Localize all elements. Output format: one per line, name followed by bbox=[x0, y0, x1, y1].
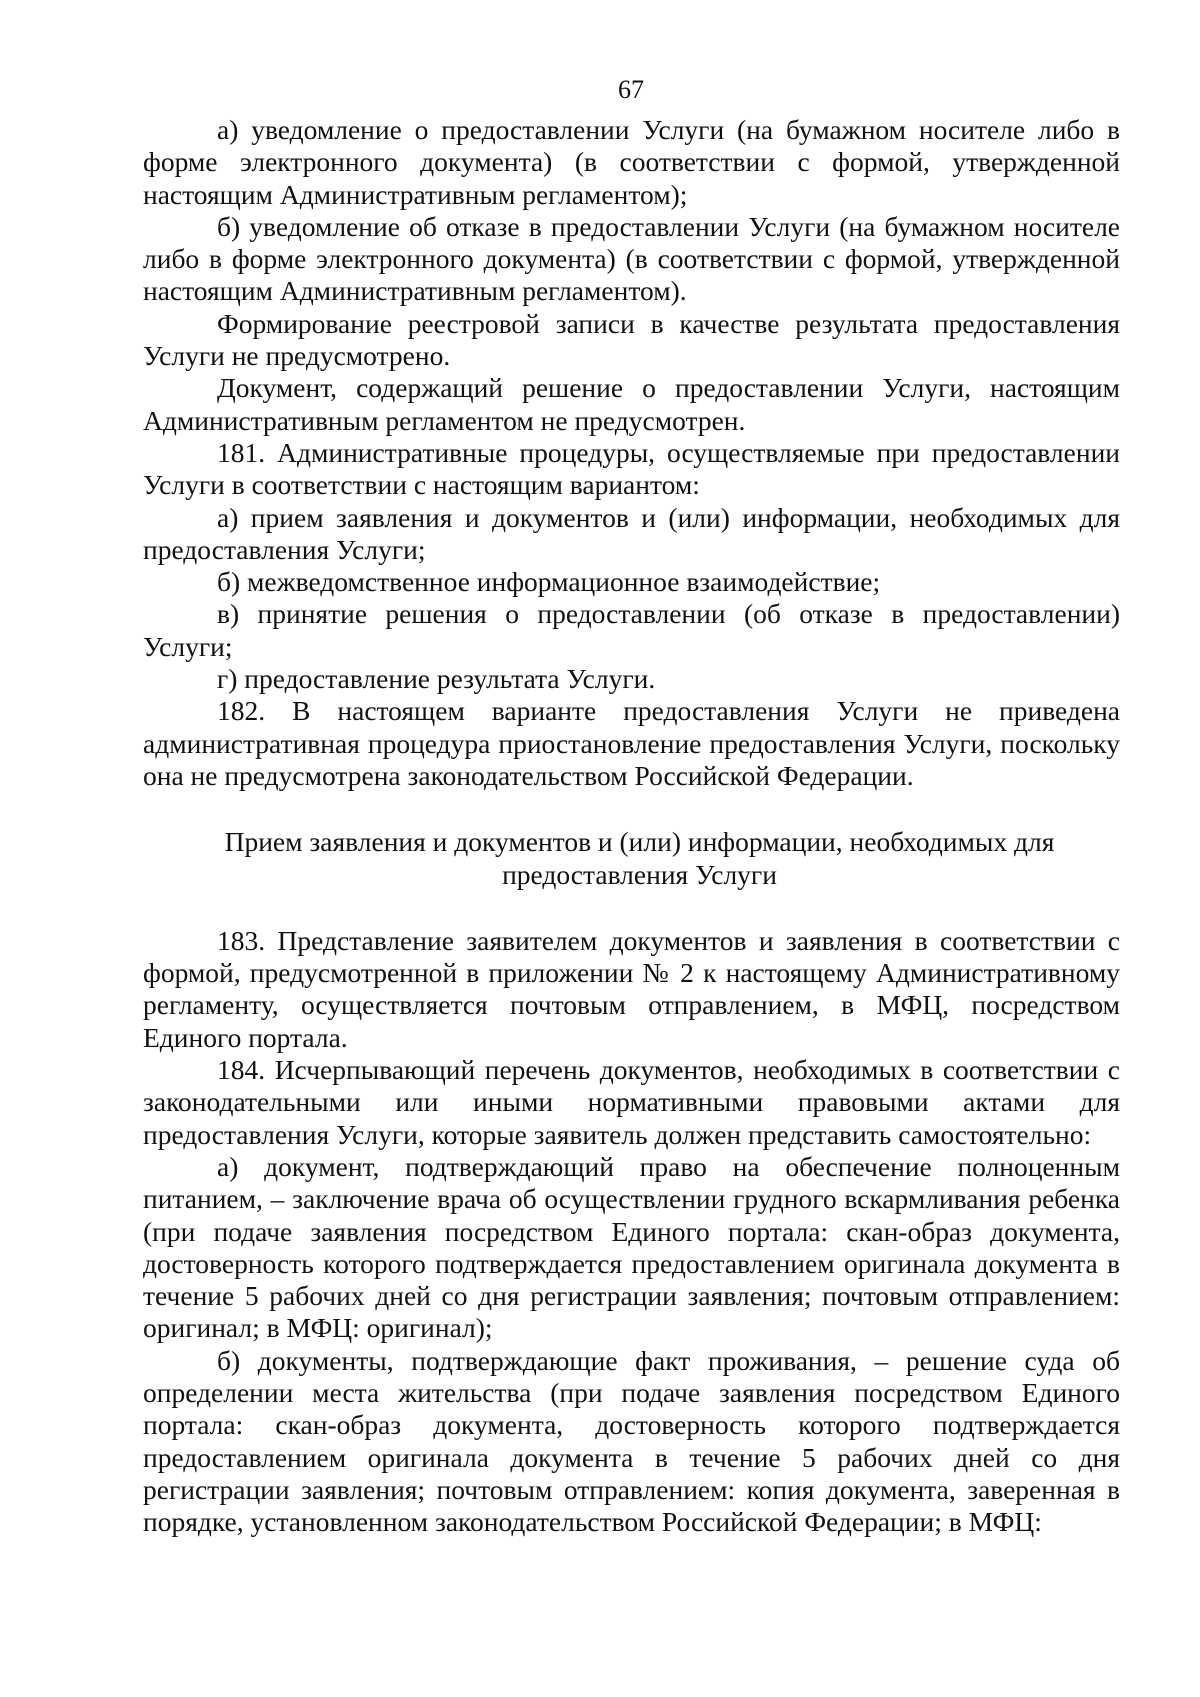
paragraph-item-b-refusal-notification: б) уведомление об отказе в предоставлении Услуги (на бумажном носителе либо в форме электронного документа) (в соответствии с формой, утвержденной настоящим Административным регламентом). bbox=[143, 210, 1120, 307]
paragraph-181-a: а) прием заявления и документов и (или) информации, необходимых для предоставления Услуги; bbox=[143, 501, 1120, 565]
paragraph-181-b: б) межведомственное информационное взаимодействие; bbox=[217, 566, 881, 598]
section-heading-line-1: Прием заявления и документов и (или) информации, необходимых для bbox=[224, 826, 1055, 858]
paragraph-decision-document: Документ, содержащий решение о предоставлении Услуги, настоящим Административным регламентом не предусмотрен. bbox=[143, 372, 1120, 436]
paragraph-184: 184. Исчерпывающий перечень документов, необходимых в соответствии с законодательными или иными нормативными правовыми актами для предоставления Услуги, которые заявитель должен представить самостоятельно: bbox=[143, 1054, 1120, 1150]
paragraph-182: 182. В настоящем варианте предоставления Услуги не приведена административная процедура приостановление предоставления Услуги, поскольку она не предусмотрена законодательством Российской Федерации. bbox=[143, 695, 1120, 791]
paragraph-184-a: а) документ, подтверждающий право на обеспечение полноценным питанием, – заключение врача об осуществлении грудного вскармливания ребенка (при подаче заявления посредством Единого портала: скан-образ документа, достоверность которого подтверждается предоставлением оригинала документа в течение 5 рабочих дней со дня регистрации заявления; почтовым отправлением: оригинал; в МФЦ: оригинал); bbox=[143, 1150, 1120, 1344]
paragraph-184-b: б) документы, подтверждающие факт проживания, – решение суда об определении места жительства (при подаче заявления посредством Единого портала: скан-образ документа, достоверность которого подтверждается предоставлением оригинала документа в течение 5 рабочих дней со дня регистрации заявления; почтовым отправлением: копия документа, заверенная в порядке, установленном законодательством Российской Федерации; в МФЦ: bbox=[143, 1344, 1120, 1538]
paragraph-181: 181. Административные процедуры, осуществляемые при предоставлении Услуги в соответствии с настоящим вариантом: bbox=[143, 436, 1120, 501]
paragraph-181-g: г) предоставление результата Услуги. bbox=[217, 663, 656, 695]
document-body bbox=[143, 114, 1120, 1538]
paragraph-item-a-notification: а) уведомление о предоставлении Услуги (на бумажном носителе либо в форме электронного документа) (в соответствии с формой, утвержденной настоящим Административным регламентом); bbox=[143, 114, 1120, 210]
paragraph-181-v: в) принятие решения о предоставлении (об отказе в предоставлении) Услуги; bbox=[143, 598, 1120, 662]
paragraph-registry-record: Формирование реестровой записи в качестве результата предоставления Услуги не предусмотрено. bbox=[143, 307, 1120, 372]
page-number: 67 bbox=[618, 75, 644, 104]
paragraph-183: 183. Представление заявителем документов и заявления в соответствии с формой, предусмотренной в приложении № 2 к настоящему Административному регламенту, осуществляется почтовым отправлением, в МФЦ, посредством Единого портала. bbox=[143, 924, 1120, 1053]
section-heading-line-2: предоставления Услуги bbox=[502, 858, 777, 890]
